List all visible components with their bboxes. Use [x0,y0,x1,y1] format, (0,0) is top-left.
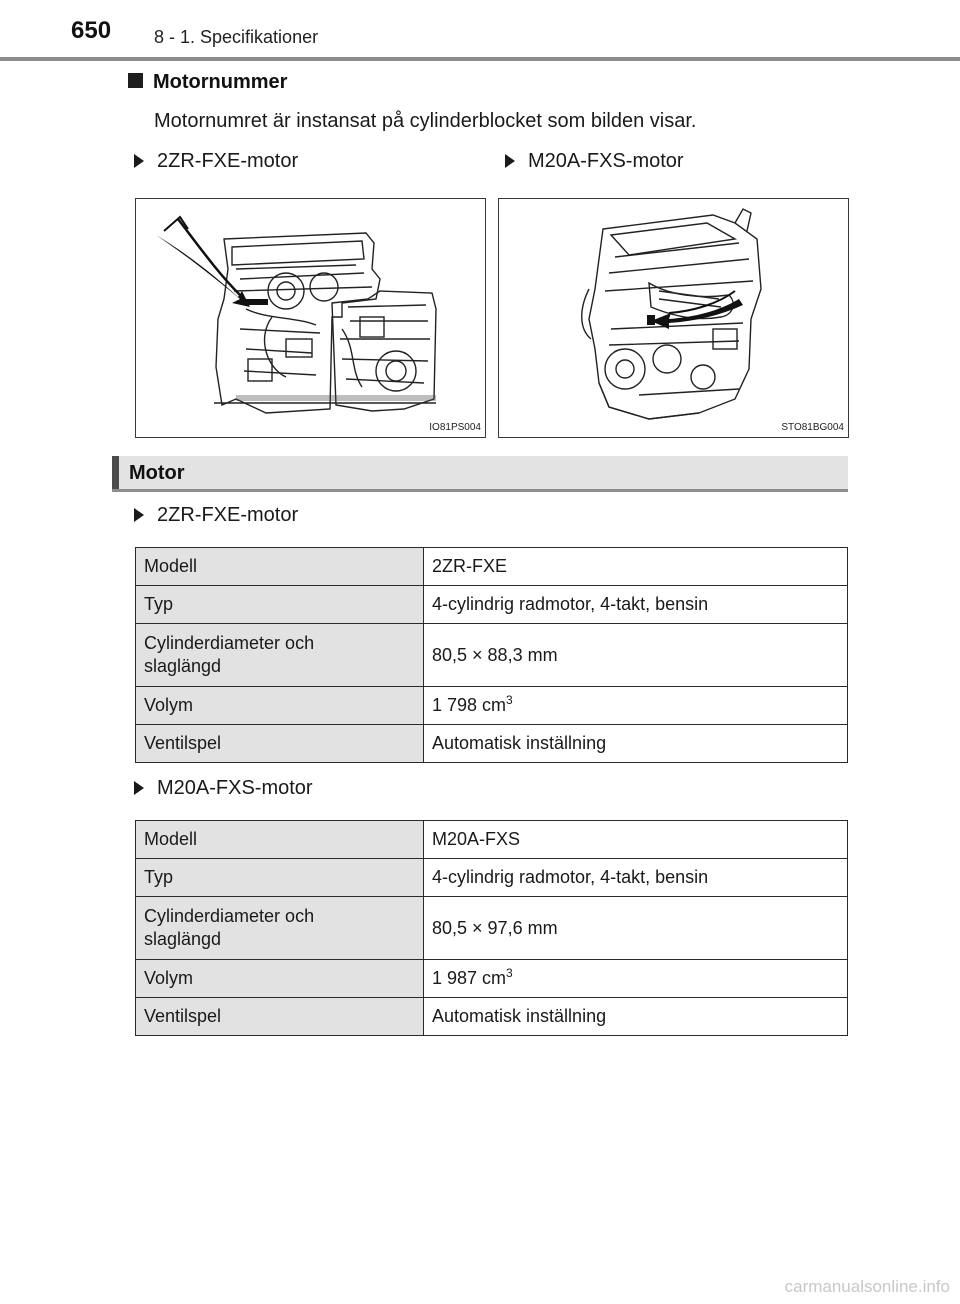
figure-code: STO81BG004 [781,422,844,433]
row-value [424,687,848,725]
section-title-text: Motornummer [153,71,288,93]
band-rule [112,489,848,492]
table-subtitle-text: 2ZR-FXE-motor [157,504,299,526]
row-label-line: slaglängd [144,656,222,676]
row-label: Typ [136,859,424,897]
table-row [136,960,848,998]
row-label: Volym [136,687,424,725]
row-label: Volym [136,960,424,998]
row-value: 4-cylindrig radmotor, 4-takt, bensin [424,586,848,624]
triangle-bullet-icon [134,508,144,522]
header-rule [0,57,960,61]
row-label-line: Cylinderdiameter och [144,906,315,926]
engine-figure-m20a [498,198,849,438]
table-row [136,821,848,859]
row-label [136,624,424,687]
square-bullet-icon [128,73,143,88]
page-number: 650 [71,17,112,44]
volume-value: 1 987 cm [432,968,507,988]
section-body: Motornumret är instansat på cylinderblocket som bilden visar. [154,110,697,132]
figure-label-text: M20A-FXS-motor [528,150,684,172]
section-title [128,71,287,94]
unit-superscript: 3 [506,693,513,707]
table-row [136,687,848,725]
band-title: Motor [129,462,185,484]
row-label: Typ [136,586,424,624]
row-value: M20A-FXS [424,821,848,859]
row-value [424,960,848,998]
row-label: Ventilspel [136,998,424,1036]
engine-figure-2zr [135,198,486,438]
triangle-bullet-icon [134,154,144,168]
row-value: 2ZR-FXE [424,548,848,586]
table-row [136,624,848,687]
row-label: Modell [136,821,424,859]
table-row [136,897,848,960]
engine-2zr-illustration [136,199,485,437]
section-band [112,456,848,492]
figure-label-m20a [505,150,684,173]
table-subtitle-m20a [134,777,313,800]
row-value: 80,5 × 97,6 mm [424,897,848,960]
row-label-line: slaglängd [144,929,222,949]
row-label: Modell [136,548,424,586]
figure-code: IO81PS004 [429,422,481,433]
table-row [136,586,848,624]
page-header [0,0,960,62]
table-subtitle-2zr [134,504,298,527]
row-label [136,897,424,960]
spec-table-2zr [135,547,848,763]
row-value: Automatisk inställning [424,725,848,763]
table-row [136,998,848,1036]
band-accent-bar [112,456,119,492]
triangle-bullet-icon [134,781,144,795]
watermark: carmanualsonline.info [784,1277,950,1296]
volume-value: 1 798 cm [432,695,507,715]
chapter-title: 8 - 1. Specifikationer [154,27,319,47]
figure-label-text: 2ZR-FXE-motor [157,150,299,172]
unit-superscript: 3 [506,966,513,980]
spec-table-m20a [135,820,848,1036]
row-label: Ventilspel [136,725,424,763]
table-row [136,859,848,897]
engine-m20a-illustration [499,199,848,437]
triangle-bullet-icon [505,154,515,168]
table-subtitle-text: M20A-FXS-motor [157,777,313,799]
row-value: Automatisk inställning [424,998,848,1036]
row-label-line: Cylinderdiameter och [144,633,315,653]
table-row [136,725,848,763]
table-row [136,548,848,586]
figure-label-2zr [134,150,298,173]
row-value: 80,5 × 88,3 mm [424,624,848,687]
row-value: 4-cylindrig radmotor, 4-takt, bensin [424,859,848,897]
